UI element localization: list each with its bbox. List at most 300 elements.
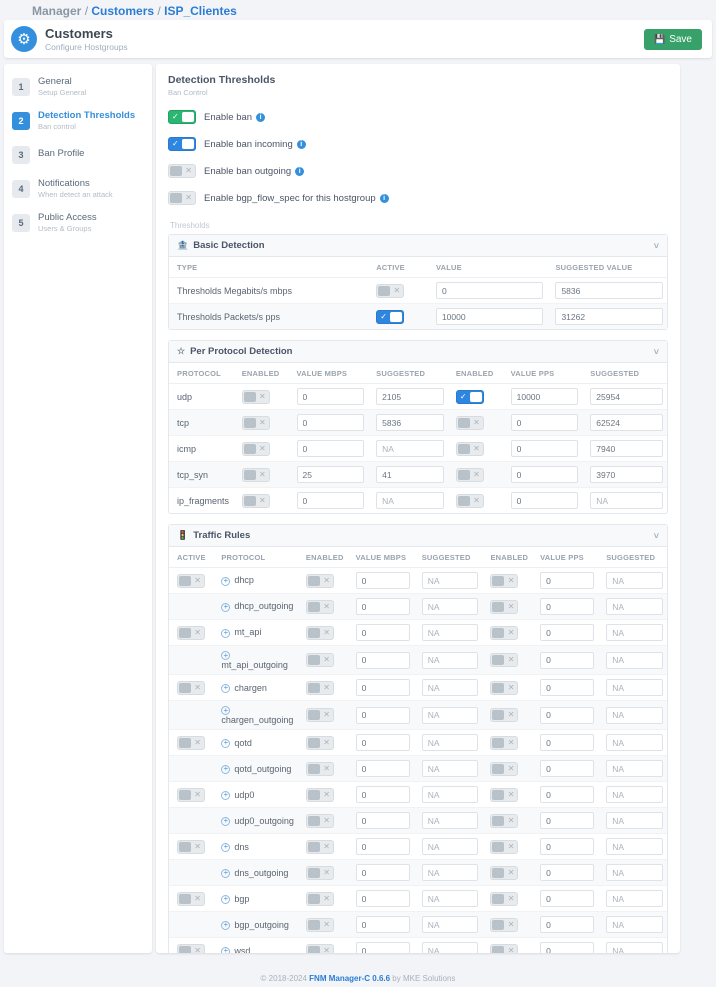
plus-icon[interactable]: + xyxy=(221,817,230,826)
breadcrumb-sep-1: / xyxy=(84,4,89,18)
dhcp-enabled-pps-toggle[interactable]: ✕ xyxy=(490,574,518,588)
row-suggested-mbps-cell xyxy=(368,384,448,410)
section-subtitle: Ban Control xyxy=(168,88,208,97)
enable-bgp-flow-spec-toggle[interactable]: ✕ xyxy=(168,191,196,205)
bgp-value-mbps-input[interactable] xyxy=(356,890,410,907)
mt_api_outgoing-suggested-pps-input[interactable] xyxy=(606,652,663,669)
row-suggested-mbps-cell xyxy=(368,436,448,462)
row-enabled-mbps-cell xyxy=(298,675,348,701)
mt_api_outgoing-enabled-pps-toggle[interactable]: ✕ xyxy=(490,653,518,667)
dns_outgoing-value-mbps-input[interactable] xyxy=(356,864,410,881)
icmp-suggested-mbps-input[interactable] xyxy=(376,440,444,457)
thresholds-mbps-active-toggle[interactable]: ✕ xyxy=(376,284,404,298)
row-suggested-pps-cell xyxy=(582,384,667,410)
dhcp-suggested-mbps-input[interactable] xyxy=(422,572,479,589)
plus-icon[interactable]: + xyxy=(221,739,230,748)
sidebar-item-general[interactable] xyxy=(4,72,152,102)
sidebar-item-notifications-number: 4 xyxy=(12,180,30,198)
breadcrumb-customers[interactable]: Customers xyxy=(91,4,155,18)
col-active: ACTIVE xyxy=(368,257,428,278)
ip_fragments-value-pps-input[interactable] xyxy=(511,492,579,509)
row-enabled-pps-cell xyxy=(482,938,532,953)
plus-icon[interactable]: + xyxy=(221,843,230,852)
row-enabled-pps-cell xyxy=(482,701,532,730)
sidebar-item-public-access[interactable] xyxy=(4,208,152,238)
table-row xyxy=(169,462,667,488)
table-row xyxy=(169,675,667,701)
udp0-enabled-mbps-toggle[interactable]: ✕ xyxy=(306,788,334,802)
mt_api-suggested-mbps-input[interactable] xyxy=(422,624,479,641)
udp0_outgoing-value-pps-input[interactable] xyxy=(540,812,594,829)
bgp_outgoing-value-pps-input[interactable] xyxy=(540,916,594,933)
row-value-mbps-cell xyxy=(348,912,414,938)
row-suggested-pps-cell xyxy=(582,462,667,488)
dhcp_outgoing-value-pps-input[interactable] xyxy=(540,598,594,615)
sidebar-item-general-sub: Setup General xyxy=(38,87,87,97)
plus-icon[interactable]: + xyxy=(221,684,230,693)
row-enabled-pps-cell xyxy=(482,620,532,646)
dns_outgoing-suggested-mbps-input[interactable] xyxy=(422,864,479,881)
mt_api_outgoing-suggested-mbps-input[interactable] xyxy=(422,652,479,669)
udp-suggested-pps-input[interactable] xyxy=(590,388,663,405)
bgp-enabled-mbps-toggle[interactable]: ✕ xyxy=(306,892,334,906)
wsd-active-toggle[interactable]: ✕ xyxy=(177,944,205,953)
row-value-pps-cell xyxy=(503,384,583,410)
row-enabled-pps-cell xyxy=(482,730,532,756)
plus-icon[interactable]: + xyxy=(221,651,230,660)
page-header xyxy=(4,20,712,58)
row-enabled-mbps-cell xyxy=(298,594,348,620)
row-suggested-pps-cell xyxy=(598,646,667,675)
wsd-enabled-pps-toggle[interactable]: ✕ xyxy=(490,944,518,953)
icmp-enabled-pps-toggle[interactable]: ✕ xyxy=(456,442,484,456)
ip_fragments-value-mbps-input[interactable] xyxy=(297,492,365,509)
tcp-suggested-pps-input[interactable] xyxy=(590,414,663,431)
sidebar-item-detection-thresholds-label: Detection Thresholds xyxy=(38,109,136,121)
breadcrumb-current[interactable]: ISP_Clientes xyxy=(164,4,237,18)
qotd_outgoing-value-pps-input[interactable] xyxy=(540,760,594,777)
tcp_syn-suggested-pps-input[interactable] xyxy=(590,466,663,483)
udp-enabled-mbps-toggle[interactable]: ✕ xyxy=(242,390,270,404)
dns_outgoing-enabled-mbps-toggle[interactable]: ✕ xyxy=(306,866,334,880)
udp0-active-toggle[interactable]: ✕ xyxy=(177,788,205,802)
info-icon[interactable]: i xyxy=(256,113,265,122)
enable-bgp-flow-spec-label: Enable bgp_flow_spec for this hostgroup xyxy=(204,192,376,204)
row-enabled-pps-cell xyxy=(482,912,532,938)
row-suggested-pps-cell xyxy=(598,860,667,886)
row-value-mbps-cell xyxy=(289,436,369,462)
dhcp-suggested-pps-input[interactable] xyxy=(606,572,663,589)
chargen-suggested-mbps-input[interactable] xyxy=(422,679,479,696)
dhcp_outgoing-suggested-mbps-input[interactable] xyxy=(422,598,479,615)
traffic-rules-table xyxy=(169,547,667,953)
chargen-value-pps-input[interactable] xyxy=(540,679,594,696)
row-active-cell xyxy=(169,938,213,953)
plus-icon[interactable]: + xyxy=(221,765,230,774)
row-suggested-mbps-cell xyxy=(414,594,483,620)
row-enabled-pps-cell xyxy=(448,436,503,462)
tcp_syn-value-mbps-input[interactable] xyxy=(297,466,365,483)
qotd_outgoing-enabled-pps-toggle[interactable]: ✕ xyxy=(490,762,518,776)
thresholds-pps-active-toggle[interactable]: ✓ xyxy=(376,310,404,324)
info-icon[interactable]: i xyxy=(380,194,389,203)
qotd_outgoing-suggested-mbps-input[interactable] xyxy=(422,760,479,777)
qotd-enabled-pps-toggle[interactable]: ✕ xyxy=(490,736,518,750)
chargen_outgoing-value-mbps-input[interactable] xyxy=(356,707,410,724)
enable-ban-incoming-row xyxy=(168,137,668,151)
row-protocol: + qotd_outgoing xyxy=(213,756,298,782)
wsd-value-pps-input[interactable] xyxy=(540,942,594,953)
dns-enabled-mbps-toggle[interactable]: ✕ xyxy=(306,840,334,854)
chevron-down-icon[interactable]: ˅ xyxy=(653,240,659,251)
row-enabled-pps-cell xyxy=(482,886,532,912)
dns_outgoing-suggested-pps-input[interactable] xyxy=(606,864,663,881)
row-suggested-pps-cell xyxy=(598,756,667,782)
tcp_syn-enabled-pps-toggle[interactable]: ✕ xyxy=(456,468,484,482)
mt_api-suggested-pps-input[interactable] xyxy=(606,624,663,641)
row-suggested-mbps-cell xyxy=(414,675,483,701)
row-suggested-mbps-cell xyxy=(414,701,483,730)
sidebar-item-notifications-label: Notifications xyxy=(38,177,90,189)
bgp_outgoing-suggested-pps-input[interactable] xyxy=(606,916,663,933)
row-protocol: + qotd xyxy=(213,730,298,756)
plus-icon[interactable]: + xyxy=(221,895,230,904)
qotd-value-mbps-input[interactable] xyxy=(356,734,410,751)
row-value-mbps-cell xyxy=(289,462,369,488)
dhcp_outgoing-enabled-pps-toggle[interactable]: ✕ xyxy=(490,600,518,614)
enable-ban-incoming-toggle[interactable]: ✓ xyxy=(168,137,196,151)
row-enabled-mbps-cell xyxy=(298,782,348,808)
tcp-enabled-pps-toggle[interactable]: ✕ xyxy=(456,416,484,430)
icmp-enabled-mbps-toggle[interactable]: ✕ xyxy=(242,442,270,456)
udp0_outgoing-suggested-pps-input[interactable] xyxy=(606,812,663,829)
gear-icon-wrap xyxy=(7,22,41,56)
row-suggested-mbps-cell xyxy=(414,782,483,808)
dns-active-toggle[interactable]: ✕ xyxy=(177,840,205,854)
udp-enabled-pps-toggle[interactable]: ✓ xyxy=(456,390,484,404)
tcp_syn-suggested-mbps-input[interactable] xyxy=(376,466,444,483)
icmp-suggested-pps-input[interactable] xyxy=(590,440,663,457)
udp0_outgoing-enabled-pps-toggle[interactable]: ✕ xyxy=(490,814,518,828)
plus-icon[interactable]: + xyxy=(221,706,230,715)
row-value-mbps-cell xyxy=(348,782,414,808)
traffic-icon: 🚦 xyxy=(177,530,189,540)
thresholds-pps-suggested-input[interactable] xyxy=(555,308,663,325)
row-protocol: + wsd xyxy=(213,938,298,953)
dns_outgoing-value-pps-input[interactable] xyxy=(540,864,594,881)
row-value-pps-cell xyxy=(532,756,598,782)
save-button-label: Save xyxy=(669,33,692,45)
traffic-rules-header[interactable] xyxy=(169,525,667,547)
dhcp-active-toggle[interactable]: ✕ xyxy=(177,574,205,588)
breadcrumb-sep-2: / xyxy=(157,4,161,18)
row-active-cell xyxy=(169,646,213,675)
chargen_outgoing-enabled-pps-toggle[interactable]: ✕ xyxy=(490,708,518,722)
qotd_outgoing-enabled-mbps-toggle[interactable]: ✕ xyxy=(306,762,334,776)
dhcp_outgoing-enabled-mbps-toggle[interactable]: ✕ xyxy=(306,600,334,614)
qotd-active-toggle[interactable]: ✕ xyxy=(177,736,205,750)
enable-ban-outgoing-row xyxy=(168,164,668,178)
plus-icon[interactable]: + xyxy=(221,629,230,638)
udp0-suggested-pps-input[interactable] xyxy=(606,786,663,803)
row-value-pps-cell xyxy=(532,646,598,675)
table-row xyxy=(169,756,667,782)
table-row xyxy=(169,620,667,646)
footer xyxy=(0,974,716,987)
plus-icon[interactable]: + xyxy=(221,791,230,800)
row-value-mbps-cell xyxy=(289,384,369,410)
thresholds-pps-value-input[interactable] xyxy=(436,308,544,325)
bgp-active-toggle[interactable]: ✕ xyxy=(177,892,205,906)
table-row xyxy=(169,488,667,514)
sidebar-item-notifications-sub: When detect an attack xyxy=(38,189,113,199)
chargen_outgoing-value-pps-input[interactable] xyxy=(540,707,594,724)
header-text xyxy=(45,26,644,52)
chargen-value-mbps-input[interactable] xyxy=(356,679,410,696)
sidebar-item-detection-thresholds[interactable] xyxy=(4,106,152,136)
chargen-active-toggle[interactable]: ✕ xyxy=(177,681,205,695)
dhcp_outgoing-value-mbps-input[interactable] xyxy=(356,598,410,615)
mt_api_outgoing-enabled-mbps-toggle[interactable]: ✕ xyxy=(306,653,334,667)
row-protocol: udp xyxy=(169,384,234,410)
mt_api_outgoing-value-mbps-input[interactable] xyxy=(356,652,410,669)
save-button[interactable] xyxy=(644,29,702,50)
info-icon[interactable]: i xyxy=(295,167,304,176)
enable-ban-outgoing-toggle[interactable]: ✕ xyxy=(168,164,196,178)
udp-value-pps-input[interactable] xyxy=(511,388,579,405)
row-value-pps-cell xyxy=(532,620,598,646)
dhcp-value-mbps-input[interactable] xyxy=(356,572,410,589)
icmp-value-mbps-input[interactable] xyxy=(297,440,365,457)
qotd-value-pps-input[interactable] xyxy=(540,734,594,751)
per-protocol-detection-header[interactable] xyxy=(169,341,667,363)
tcp_syn-enabled-mbps-toggle[interactable]: ✕ xyxy=(242,468,270,482)
row-active-cell xyxy=(169,730,213,756)
table-row xyxy=(169,912,667,938)
col-protocol: PROTOCOL xyxy=(169,363,234,384)
row-enabled-pps-cell xyxy=(482,808,532,834)
chargen-enabled-pps-toggle[interactable]: ✕ xyxy=(490,681,518,695)
udp-value-mbps-input[interactable] xyxy=(297,388,365,405)
table-row xyxy=(169,384,667,410)
table-header-row xyxy=(169,547,667,568)
chargen_outgoing-suggested-pps-input[interactable] xyxy=(606,707,663,724)
bgp_outgoing-suggested-mbps-input[interactable] xyxy=(422,916,479,933)
wsd-suggested-mbps-input[interactable] xyxy=(422,942,479,953)
chargen_outgoing-enabled-mbps-toggle[interactable]: ✕ xyxy=(306,708,334,722)
row-value-mbps-cell xyxy=(348,756,414,782)
plus-icon[interactable]: + xyxy=(221,921,230,930)
breadcrumb xyxy=(0,0,716,20)
qotd_outgoing-value-mbps-input[interactable] xyxy=(356,760,410,777)
row-suggested-pps-cell xyxy=(598,782,667,808)
info-icon[interactable]: i xyxy=(297,140,306,149)
row-enabled-pps-cell xyxy=(482,782,532,808)
mt_api-value-mbps-input[interactable] xyxy=(356,624,410,641)
qotd_outgoing-suggested-pps-input[interactable] xyxy=(606,760,663,777)
table-row xyxy=(169,886,667,912)
udp0-enabled-pps-toggle[interactable]: ✕ xyxy=(490,788,518,802)
dns-suggested-pps-input[interactable] xyxy=(606,838,663,855)
tcp_syn-value-pps-input[interactable] xyxy=(511,466,579,483)
row-enabled-pps-cell xyxy=(482,756,532,782)
ip_fragments-suggested-mbps-input[interactable] xyxy=(376,492,444,509)
plus-icon[interactable]: + xyxy=(221,603,230,612)
basic-detection-header[interactable] xyxy=(169,235,667,257)
dns-suggested-mbps-input[interactable] xyxy=(422,838,479,855)
col-suggested-pps: SUGGESTED xyxy=(582,363,667,384)
table-row xyxy=(169,834,667,860)
wsd-enabled-mbps-toggle[interactable]: ✕ xyxy=(306,944,334,953)
bgp-value-pps-input[interactable] xyxy=(540,890,594,907)
traffic-rules-card xyxy=(168,524,668,953)
row-enabled-pps-cell xyxy=(448,462,503,488)
row-enabled-pps-cell xyxy=(482,568,532,594)
bgp_outgoing-enabled-mbps-toggle[interactable]: ✕ xyxy=(306,918,334,932)
thresholds-mbps-suggested-input[interactable] xyxy=(555,282,663,299)
udp0-value-mbps-input[interactable] xyxy=(356,786,410,803)
chargen-suggested-pps-input[interactable] xyxy=(606,679,663,696)
mt_api-active-toggle[interactable]: ✕ xyxy=(177,626,205,640)
mt_api_outgoing-value-pps-input[interactable] xyxy=(540,652,594,669)
table-row xyxy=(169,594,667,620)
dns_outgoing-enabled-pps-toggle[interactable]: ✕ xyxy=(490,866,518,880)
table-row xyxy=(169,938,667,953)
tcp-suggested-mbps-input[interactable] xyxy=(376,414,444,431)
bgp-suggested-mbps-input[interactable] xyxy=(422,890,479,907)
dns-enabled-pps-toggle[interactable]: ✕ xyxy=(490,840,518,854)
udp-suggested-mbps-input[interactable] xyxy=(376,388,444,405)
row-value-pps-cell xyxy=(532,701,598,730)
row-enabled-mbps-cell xyxy=(298,568,348,594)
row-value-pps-cell xyxy=(532,834,598,860)
row-suggested-pps-cell xyxy=(598,912,667,938)
sidebar-item-notifications[interactable] xyxy=(4,174,152,204)
udp0_outgoing-enabled-mbps-toggle[interactable]: ✕ xyxy=(306,814,334,828)
row-type: Thresholds Megabits/s mbps xyxy=(169,278,368,304)
mt_api-value-pps-input[interactable] xyxy=(540,624,594,641)
bgp-enabled-pps-toggle[interactable]: ✕ xyxy=(490,892,518,906)
col-value: VALUE xyxy=(428,257,548,278)
row-suggested-mbps-cell xyxy=(414,730,483,756)
chevron-down-icon[interactable]: ˅ xyxy=(653,346,659,357)
enable-ban-toggle[interactable]: ✓ xyxy=(168,110,196,124)
sidebar-item-public-access-sub: Users & Groups xyxy=(38,223,92,233)
table-row xyxy=(169,304,667,330)
thresholds-mbps-value-input[interactable] xyxy=(436,282,544,299)
row-suggested-pps-cell xyxy=(582,488,667,514)
row-value-mbps-cell xyxy=(348,675,414,701)
row-enabled-mbps-cell xyxy=(234,436,289,462)
plus-icon[interactable]: + xyxy=(221,577,230,586)
section-title: Detection Thresholds xyxy=(168,74,276,86)
row-active-cell xyxy=(169,568,213,594)
qotd-suggested-pps-input[interactable] xyxy=(606,734,663,751)
qotd-enabled-mbps-toggle[interactable]: ✕ xyxy=(306,736,334,750)
qotd-suggested-mbps-input[interactable] xyxy=(422,734,479,751)
mt_api-enabled-mbps-toggle[interactable]: ✕ xyxy=(306,626,334,640)
bgp_outgoing-value-mbps-input[interactable] xyxy=(356,916,410,933)
mt_api-enabled-pps-toggle[interactable]: ✕ xyxy=(490,626,518,640)
row-enabled-mbps-cell xyxy=(298,860,348,886)
bgp_outgoing-enabled-pps-toggle[interactable]: ✕ xyxy=(490,918,518,932)
row-suggested-mbps-cell xyxy=(368,462,448,488)
row-enabled-pps-cell xyxy=(448,410,503,436)
row-value-pps-cell xyxy=(532,808,598,834)
udp0-value-pps-input[interactable] xyxy=(540,786,594,803)
dhcp-value-pps-input[interactable] xyxy=(540,572,594,589)
row-protocol: + bgp_outgoing xyxy=(213,912,298,938)
ip_fragments-enabled-mbps-toggle[interactable]: ✕ xyxy=(242,494,270,508)
row-active-cell xyxy=(169,912,213,938)
row-value-pps-cell xyxy=(503,488,583,514)
tcp-value-pps-input[interactable] xyxy=(511,414,579,431)
row-suggested-mbps-cell xyxy=(414,620,483,646)
chevron-down-icon[interactable]: ˅ xyxy=(653,530,659,541)
star-icon: ☆ xyxy=(177,346,186,356)
gear-icon: ⚙ xyxy=(11,26,37,52)
udp0-suggested-mbps-input[interactable] xyxy=(422,786,479,803)
tcp-value-mbps-input[interactable] xyxy=(297,414,365,431)
col-protocol: PROTOCOL xyxy=(213,547,298,568)
dhcp_outgoing-suggested-pps-input[interactable] xyxy=(606,598,663,615)
wsd-suggested-pps-input[interactable] xyxy=(606,942,663,953)
row-protocol: + dhcp_outgoing xyxy=(213,594,298,620)
ip_fragments-suggested-pps-input[interactable] xyxy=(590,492,663,509)
per-protocol-detection-card xyxy=(168,340,668,514)
row-value-mbps-cell xyxy=(348,886,414,912)
sidebar-item-ban-profile-label: Ban Profile xyxy=(38,148,85,160)
row-protocol: tcp_syn xyxy=(169,462,234,488)
col-suggested-value: SUGGESTED VALUE xyxy=(547,257,667,278)
footer-suffix: by MKE Solutions xyxy=(390,974,456,983)
row-suggested-mbps-cell xyxy=(368,410,448,436)
row-enabled-mbps-cell xyxy=(298,756,348,782)
chargen_outgoing-suggested-mbps-input[interactable] xyxy=(422,707,479,724)
dns-value-pps-input[interactable] xyxy=(540,838,594,855)
dhcp-enabled-mbps-toggle[interactable]: ✕ xyxy=(306,574,334,588)
col-suggested-mbps: SUGGESTED xyxy=(368,363,448,384)
row-active-cell xyxy=(368,278,428,304)
row-value-pps-cell xyxy=(532,860,598,886)
chargen-enabled-mbps-toggle[interactable]: ✕ xyxy=(306,681,334,695)
row-enabled-pps-cell xyxy=(448,488,503,514)
plus-icon[interactable]: + xyxy=(221,869,230,878)
row-enabled-mbps-cell xyxy=(298,808,348,834)
col-value-pps: VALUE PPS xyxy=(532,547,598,568)
col-active: ACTIVE xyxy=(169,547,213,568)
table-row xyxy=(169,860,667,886)
row-enabled-mbps-cell xyxy=(298,701,348,730)
row-protocol: icmp xyxy=(169,436,234,462)
tcp-enabled-mbps-toggle[interactable]: ✕ xyxy=(242,416,270,430)
udp0_outgoing-value-mbps-input[interactable] xyxy=(356,812,410,829)
row-enabled-mbps-cell xyxy=(234,410,289,436)
plus-icon[interactable]: + xyxy=(221,947,230,953)
dns-value-mbps-input[interactable] xyxy=(356,838,410,855)
enable-bgp-flow-spec-row xyxy=(168,191,668,205)
ip_fragments-enabled-pps-toggle[interactable]: ✕ xyxy=(456,494,484,508)
icmp-value-pps-input[interactable] xyxy=(511,440,579,457)
row-enabled-pps-cell xyxy=(448,384,503,410)
row-suggested-cell xyxy=(547,304,667,330)
row-protocol: + udp0 xyxy=(213,782,298,808)
bgp-suggested-pps-input[interactable] xyxy=(606,890,663,907)
sidebar-item-ban-profile[interactable] xyxy=(4,140,152,170)
udp0_outgoing-suggested-mbps-input[interactable] xyxy=(422,812,479,829)
wsd-value-mbps-input[interactable] xyxy=(356,942,410,953)
row-value-mbps-cell xyxy=(348,620,414,646)
